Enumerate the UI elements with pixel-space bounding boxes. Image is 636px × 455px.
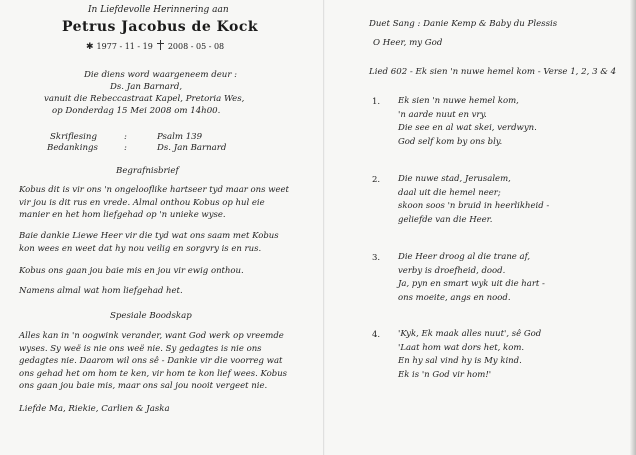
- message-paragraph: [19, 330, 287, 393]
- hymn-line: Lied 602 - Ek sien 'n nuwe hemel kom - Verse 1, 2, 3 & 4: [369, 67, 617, 77]
- text-line: wyses. Sy weë is nie ons weë nie. Sy gedagtes is nie ons: [19, 343, 262, 354]
- verse-line: 'Kyk, Ek maak alles nuut', sê God: [398, 329, 542, 339]
- service-line-4: op Donderdag 15 Mei 2008 om 14h00.: [52, 106, 221, 116]
- verse-line: geliefde van die Heer.: [398, 214, 493, 225]
- text-line: vir jou is dit rus en vrede. Almal onthou Kobus op hul eie: [19, 197, 265, 208]
- verse-number: 4.: [372, 330, 381, 340]
- verse-line: God self kom by ons bly.: [398, 136, 503, 147]
- verse-line: En hy sal vind hy is My kind.: [398, 356, 522, 366]
- verse-2: [398, 173, 549, 227]
- fold-line: [323, 0, 325, 455]
- signature: Liefde Ma, Riekie, Carlien & Jaska: [19, 404, 170, 414]
- text-line: Kobus dit is vir ons 'n ongelooflike hartseer tyd maar ons weet: [19, 185, 289, 195]
- thanks-colon: :: [124, 143, 127, 153]
- thanks-label: Bedankings: [47, 143, 98, 153]
- text-line: Kobus ons gaan jou baie mis en jou vir ewig onthou.: [19, 266, 244, 276]
- verse-4: [398, 328, 541, 382]
- text-line: gedagtes nie. Daarom wil ons sê - Dankie vir die voorreg wat: [19, 356, 283, 366]
- deceased-name: Petrus Jacobus de Kock: [61, 19, 259, 35]
- duet-song: O Heer, my God: [373, 38, 443, 48]
- message-heading: Spesiale Boodskap: [110, 311, 192, 321]
- verse-line: Die nuwe stad, Jerusalem,: [398, 174, 511, 184]
- dates-line: [86, 40, 224, 52]
- verse-number: 2.: [372, 175, 381, 185]
- verse-number: 3.: [372, 253, 381, 263]
- verse-number: 1.: [372, 97, 381, 107]
- reading-colon: :: [124, 132, 127, 142]
- verse-line: Die see en al wat skei, verdwyn.: [398, 123, 537, 133]
- death-date: 2008 - 05 - 08: [167, 42, 225, 51]
- service-line-1: Die diens word waargeneem deur :: [84, 70, 238, 80]
- reading-label: Skriflesing: [50, 132, 97, 142]
- text-line: Namens almal wat hom liefgehad het.: [19, 286, 183, 296]
- text-line: Baie dankie Liewe Heer vir die tyd wat ons saam met Kobus: [19, 231, 279, 241]
- service-line-2: Ds. Jan Barnard,: [110, 82, 183, 92]
- text-line: kon wees en weet dat hy nou veilig en sorgvry is en rus.: [19, 243, 262, 254]
- thanks-value: Ds. Jan Barnard: [157, 143, 227, 153]
- text-line: ons gaan jou baie mis, maar ons sal jou nooit vergeet nie.: [19, 381, 268, 391]
- verse-line: ons moeite, angs en nood.: [398, 292, 511, 303]
- cross-icon: [156, 40, 165, 50]
- verse-line: verby is droefheid, dood.: [398, 265, 506, 276]
- service-line-3: vanuit die Rebeccastraat Kapel, Pretoria Wes,: [44, 94, 245, 104]
- verse-line: daal uit die hemel neer;: [398, 187, 501, 198]
- verse-3: [398, 251, 545, 305]
- birth-date: 1977 - 11 - 19: [96, 42, 153, 51]
- reading-value: Psalm 139: [157, 132, 203, 142]
- verse-line: 'Laat hom wat dors het, kom.: [398, 342, 525, 353]
- verse-line: Die Heer droog al die trane af,: [398, 252, 531, 262]
- letter-heading: Begrafnisbrief: [116, 166, 179, 176]
- letter-paragraph-4: [19, 285, 183, 298]
- text-line: Alles kan in 'n oogwink verander, want God werk op vreemde: [19, 331, 284, 341]
- verse-line: 'n aarde nuut en vry.: [398, 109, 487, 120]
- verse-line: Ek is 'n God vir hom!': [398, 369, 492, 380]
- star-icon: ✱: [86, 42, 94, 52]
- letter-paragraph-2: [19, 230, 279, 255]
- verse-1: [398, 95, 537, 149]
- memory-line: In Liefdevolle Herinnering aan: [88, 5, 229, 15]
- verse-line: Ja, pyn en smart wyk uit die hart -: [398, 279, 545, 289]
- letter-paragraph-1: [19, 184, 289, 222]
- text-line: ons gehad het om hom te ken, vir hom te kon lief wees. Kobus: [19, 368, 288, 379]
- letter-paragraph-3: [19, 265, 244, 278]
- verse-line: Ek sien 'n nuwe hemel kom,: [398, 96, 519, 106]
- verse-line: skoon soos 'n bruid in heerlikheid -: [398, 201, 550, 211]
- page-edge-shadow: [630, 0, 636, 455]
- duet-line: Duet Sang : Danie Kemp & Baby du Plessis: [369, 19, 558, 29]
- text-line: manier en het hom liefgehad op 'n unieke wyse.: [19, 210, 226, 220]
